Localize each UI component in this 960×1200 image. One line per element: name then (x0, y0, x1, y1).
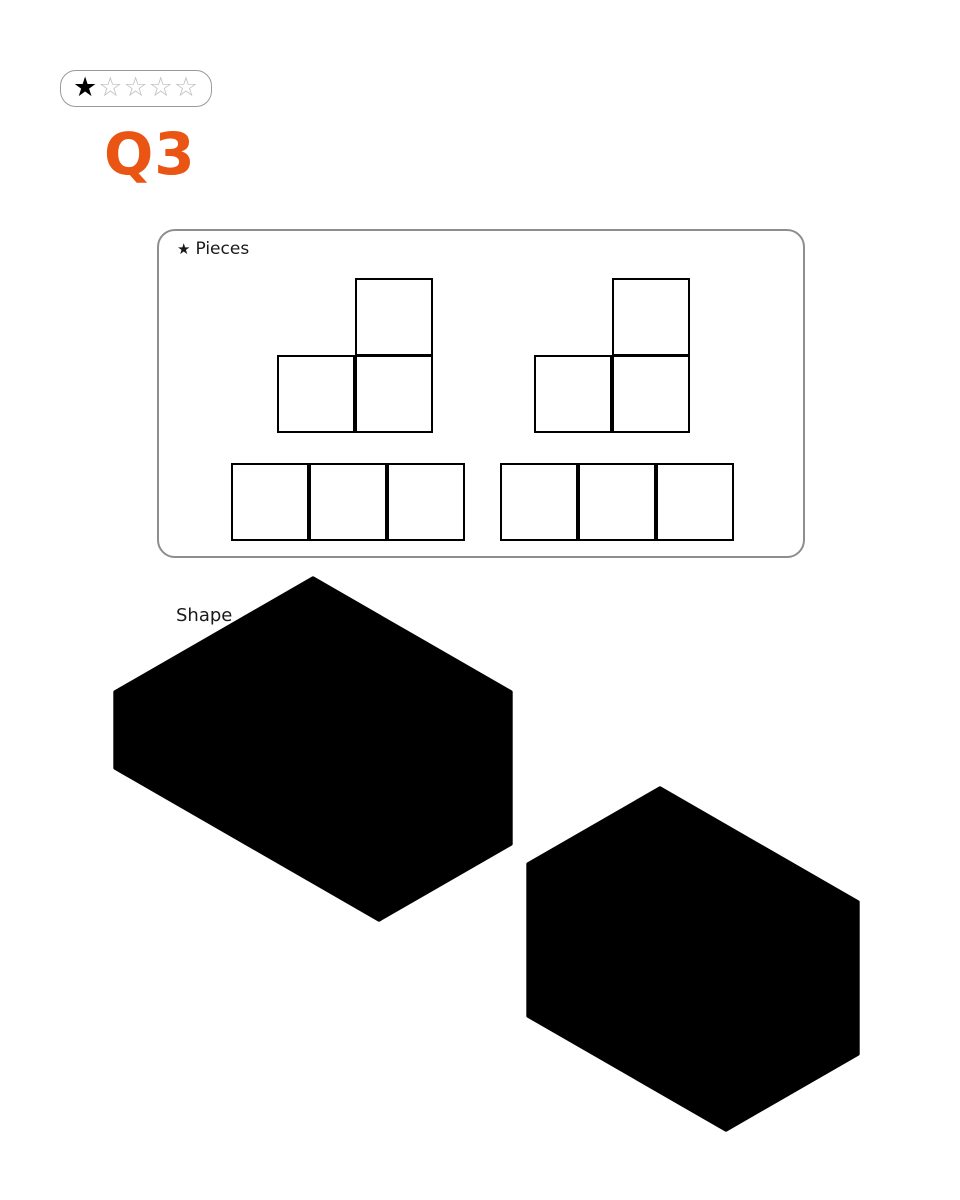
page-title: Q3 (104, 120, 196, 188)
shape-figure-right (528, 788, 858, 1130)
star-icon-empty-3: ☆ (123, 72, 149, 103)
shape-section-label: Shape (176, 605, 233, 626)
pieces-label: Pieces (195, 239, 250, 259)
star-icon-empty-2: ☆ (98, 72, 124, 103)
shape-figure-left (115, 578, 511, 920)
star-icon-empty-5: ☆ (173, 72, 200, 103)
star-icon-empty-4: ☆ (148, 72, 174, 103)
star-icon-filled-1: ★ (73, 72, 99, 103)
star-icon: ★ (177, 240, 191, 258)
